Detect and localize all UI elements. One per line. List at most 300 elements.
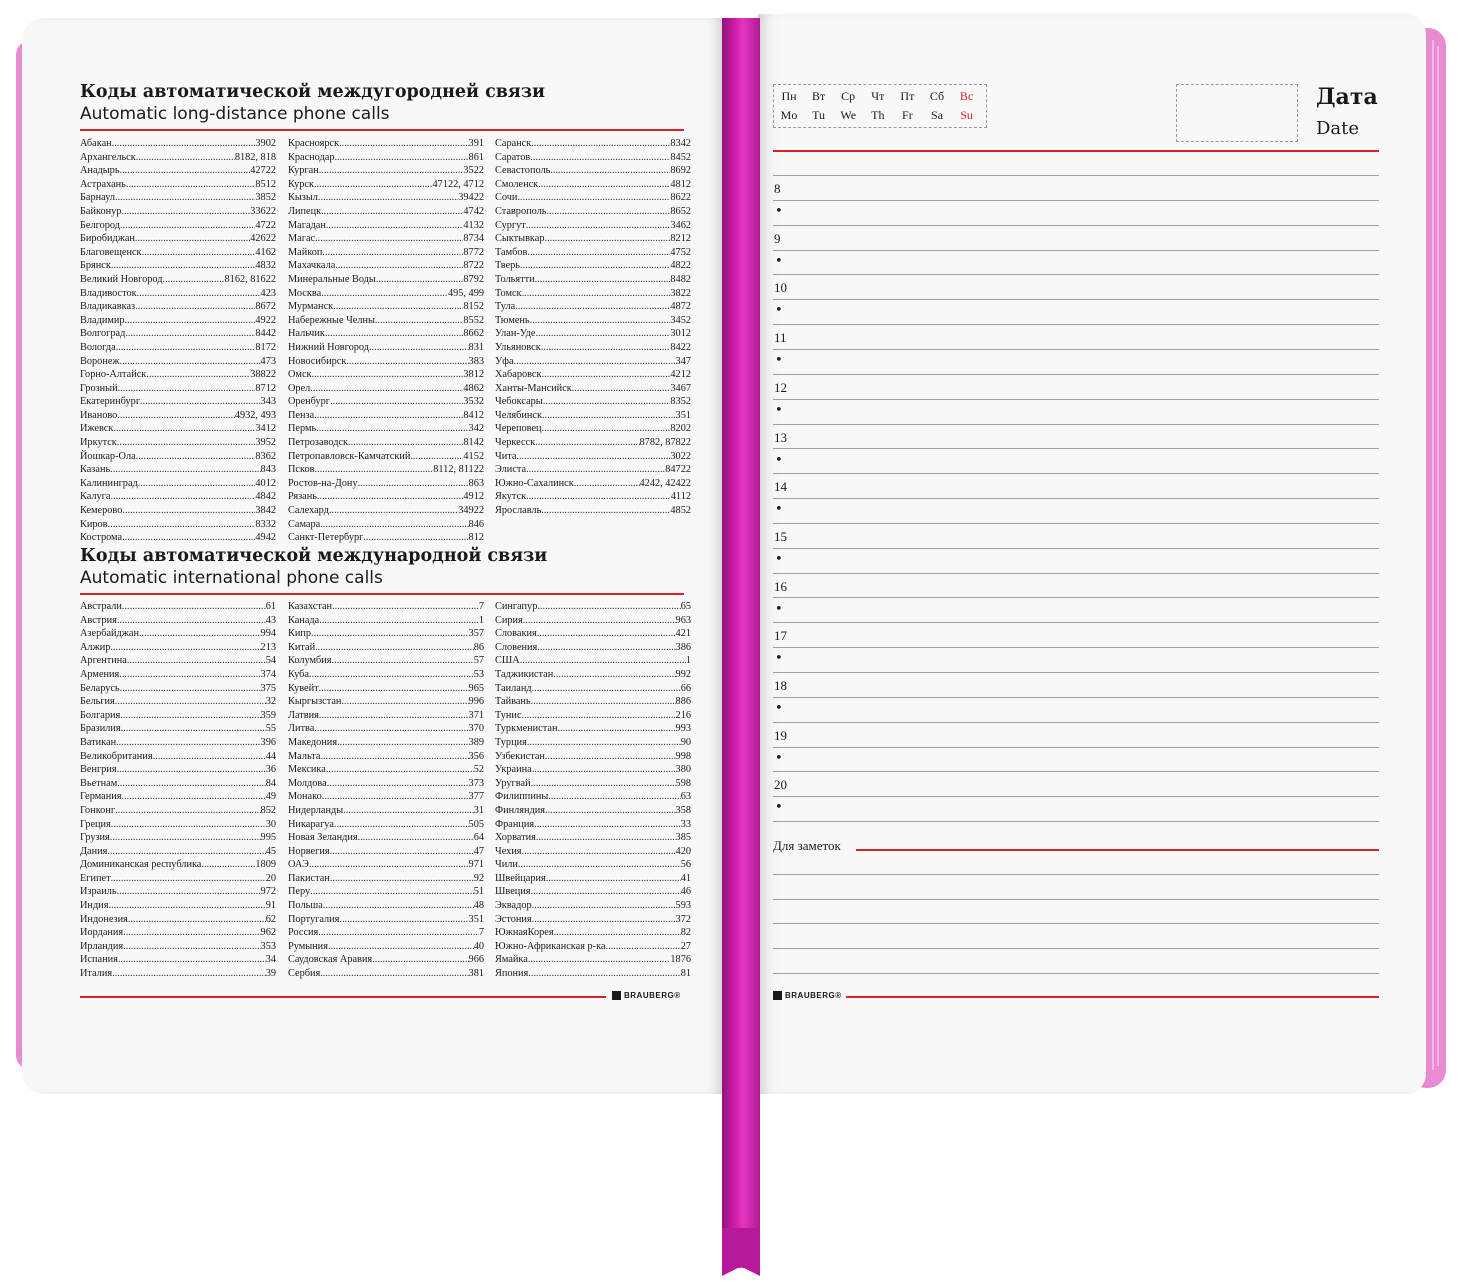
dot-leader [108, 518, 256, 532]
code-value: 342 [468, 423, 484, 435]
code-row [80, 450, 276, 464]
code-value: 63 [680, 791, 691, 803]
code-value: 8552 [463, 314, 484, 326]
code-value: 8482 [670, 273, 691, 285]
dot-leader [115, 191, 255, 205]
code-place-name: Израиль [80, 886, 117, 898]
code-value: 43 [265, 614, 276, 626]
code-place-name: Барнаул [80, 192, 116, 204]
page-edge [1432, 40, 1434, 1070]
dot-leader [120, 682, 261, 696]
dot-leader [332, 654, 474, 668]
ruled-line [773, 821, 1379, 822]
code-place-name: Иордания [80, 927, 124, 939]
code-row [288, 436, 484, 450]
code-place-name: Киров [80, 518, 108, 530]
bullet-icon: • [775, 750, 783, 766]
code-row [288, 940, 484, 954]
code-place-name: Венгрия [80, 764, 117, 776]
code-place-name: Ставрополь [495, 205, 547, 217]
weekday-ru-2[interactable]: Ср [841, 89, 856, 103]
code-row [495, 259, 691, 273]
code-place-name: Ростов-на-Дону [288, 477, 358, 489]
code-row [80, 695, 276, 709]
dot-leader [122, 531, 255, 545]
ruled-line [773, 523, 1379, 524]
code-value: 992 [675, 668, 691, 680]
code-place-name: Перу [288, 886, 311, 898]
code-row [288, 355, 484, 369]
code-value: 386 [675, 641, 691, 653]
dot-leader [146, 368, 250, 382]
code-row [80, 627, 276, 641]
ruled-line [773, 225, 1379, 226]
code-place-name: Египет [80, 872, 111, 884]
code-value: 8622 [670, 192, 691, 204]
code-place-name: Черкесск [495, 437, 536, 449]
code-value: 852 [260, 804, 276, 816]
ruled-line [773, 597, 1379, 598]
code-place-name: ЮжнаяКорея [495, 927, 554, 939]
code-value: 33622 [250, 205, 276, 217]
code-value: 972 [260, 886, 276, 898]
code-row [80, 151, 276, 165]
dot-leader [111, 872, 266, 886]
code-row [288, 804, 484, 818]
section1-column-1 [80, 137, 276, 545]
code-place-name: Псков [288, 464, 315, 476]
code-place-name: Тюмень [495, 314, 530, 326]
dot-leader [526, 463, 665, 477]
dot-leader [369, 341, 469, 355]
dot-leader [537, 627, 676, 641]
code-row [495, 750, 691, 764]
dot-leader [334, 818, 469, 832]
code-value: 8362 [255, 450, 276, 462]
code-value: 1 [685, 655, 691, 667]
dot-leader [542, 368, 671, 382]
code-place-name: Ватикан [80, 736, 117, 748]
dot-leader [136, 450, 256, 464]
weekday-ru-5[interactable]: Сб [929, 89, 945, 103]
code-value: 3022 [670, 450, 691, 462]
dot-leader [528, 967, 680, 981]
dot-leader [327, 777, 469, 791]
code-row [80, 600, 276, 614]
dot-leader [142, 246, 256, 260]
weekday-ru-0[interactable]: Пн [781, 89, 797, 103]
code-row [495, 845, 691, 859]
dot-leader [310, 382, 463, 396]
weekday-ru-3[interactable]: Чт [871, 89, 885, 103]
code-value: 92 [473, 872, 484, 884]
dot-leader [536, 831, 676, 845]
code-value: 8112, 81122 [433, 464, 484, 476]
code-row [80, 872, 276, 886]
code-value: 8202 [670, 423, 691, 435]
code-value: 1 [478, 614, 484, 626]
bullet-icon: • [775, 253, 783, 269]
dot-leader [376, 273, 464, 287]
dot-leader [317, 490, 463, 504]
dot-leader [118, 382, 256, 396]
dot-leader [535, 273, 671, 287]
code-row [288, 858, 484, 872]
code-row [495, 477, 691, 491]
code-row [495, 232, 691, 246]
date-box[interactable] [1176, 84, 1298, 142]
code-row [288, 300, 484, 314]
dot-leader [522, 287, 671, 301]
code-place-name: Молдова [288, 777, 327, 789]
dot-leader [557, 722, 675, 736]
code-value: 359 [260, 709, 276, 721]
dot-leader [526, 490, 671, 504]
code-row [80, 518, 276, 532]
code-row [80, 287, 276, 301]
brand-mark-icon [612, 991, 621, 1000]
dot-leader [113, 422, 255, 436]
ruled-line [773, 573, 1379, 574]
code-place-name: Эквадор [495, 900, 532, 912]
code-place-name: Астрахань [80, 178, 126, 190]
code-value: 347 [675, 355, 691, 367]
dot-leader [108, 899, 265, 913]
code-place-name: Сингапур [495, 601, 538, 612]
code-row [288, 845, 484, 859]
ruled-line [773, 473, 1379, 474]
code-place-name: Мексика [288, 764, 326, 776]
code-row [495, 137, 691, 151]
code-place-name: Оренбург [288, 396, 331, 408]
code-place-name: Чили [495, 859, 518, 871]
code-value: 45 [265, 845, 276, 857]
code-row [80, 463, 276, 477]
section2-column-3 [495, 600, 691, 981]
dot-leader [309, 858, 469, 872]
code-place-name: Южно-Сахалинск [495, 477, 574, 489]
code-place-name: Горно-Алтайск [80, 369, 147, 381]
code-row [80, 341, 276, 355]
code-place-name: Куба [288, 668, 309, 680]
code-row [80, 436, 276, 450]
code-row [495, 682, 691, 696]
code-row [495, 940, 691, 954]
code-place-name: Таиланд [495, 682, 532, 694]
code-row [80, 300, 276, 314]
dot-leader [314, 722, 468, 736]
code-row [288, 926, 484, 940]
section1-rule [80, 129, 684, 131]
code-row [288, 518, 484, 532]
code-place-name: Германия [80, 791, 122, 803]
code-row [80, 858, 276, 872]
code-value: 4152 [463, 450, 484, 462]
code-row [288, 477, 484, 491]
weekday-en-4[interactable]: Fr [902, 108, 913, 122]
code-place-name: Тамбов [495, 246, 528, 258]
dot-leader [138, 477, 256, 491]
code-row [495, 246, 691, 260]
code-place-name: Колумбия [288, 655, 332, 667]
code-row [288, 450, 484, 464]
ruled-line [773, 374, 1379, 375]
code-row [495, 300, 691, 314]
code-row [80, 804, 276, 818]
dot-leader [546, 872, 681, 886]
code-value: 8212 [670, 233, 691, 245]
code-row [495, 355, 691, 369]
dot-leader [314, 409, 463, 423]
bullet-icon: • [775, 551, 783, 567]
hour-label: 13 [774, 429, 787, 445]
bullet-icon: • [775, 701, 783, 716]
code-value: 358 [675, 804, 691, 816]
code-value: 46 [680, 886, 691, 898]
code-place-name: Чехия [495, 845, 522, 857]
weekday-en-6[interactable]: Su [960, 108, 973, 122]
dot-leader [546, 205, 670, 219]
code-place-name: Вологда [80, 341, 116, 353]
code-row [80, 382, 276, 396]
code-place-name: Тула [495, 301, 516, 313]
code-value: 4742 [463, 205, 484, 217]
code-value: 81 [680, 968, 691, 980]
dot-leader [119, 668, 260, 682]
code-place-name: Хабаровск [495, 369, 542, 381]
dot-leader [110, 490, 255, 504]
code-value: 8142 [463, 437, 484, 449]
code-value: 8352 [670, 396, 691, 408]
dot-leader [572, 382, 671, 396]
code-value: 32 [265, 696, 276, 708]
code-place-name: Кипр [288, 628, 312, 640]
code-place-name: Сургут [495, 219, 526, 231]
code-place-name: Брянск [80, 260, 111, 272]
code-value: 996 [468, 696, 484, 708]
code-place-name: Казань [80, 464, 111, 476]
code-row [495, 763, 691, 777]
dot-leader [528, 953, 671, 967]
code-place-name: Улан-Уде [495, 328, 536, 340]
dot-leader [410, 450, 463, 464]
code-place-name: Байконур [80, 205, 122, 217]
code-row [288, 191, 484, 205]
code-place-name: Ямайка [495, 954, 528, 966]
code-place-name: Санкт-Петербург [288, 532, 364, 544]
dot-leader [375, 314, 463, 328]
code-row [288, 341, 484, 355]
code-value: 8722 [463, 260, 484, 272]
code-place-name: Польша [288, 900, 323, 912]
dot-leader [332, 600, 479, 614]
code-row [495, 327, 691, 341]
code-place-name: Саудовская Аравия [288, 954, 373, 966]
code-place-name: Челябинск [495, 409, 542, 421]
date-label-en: Date [1316, 118, 1360, 139]
dot-leader [337, 736, 468, 750]
code-value: 4862 [463, 382, 484, 394]
code-row [495, 872, 691, 886]
hour-label: 16 [774, 578, 787, 594]
dot-leader [321, 205, 463, 219]
dot-leader [122, 600, 266, 614]
code-value: 3952 [255, 437, 276, 449]
weekday-ru-1[interactable]: Вт [811, 89, 826, 103]
code-row [80, 395, 276, 409]
code-value: 8712 [255, 382, 276, 394]
weekday-ru-6[interactable]: Вс [959, 89, 974, 103]
code-value: 57 [473, 655, 484, 667]
dot-leader [530, 314, 671, 328]
right-brand-logo: BRAUBERG® [773, 991, 842, 1000]
dot-leader [322, 790, 469, 804]
code-place-name: Норвегия [288, 845, 330, 857]
code-place-name: Майкоп [288, 246, 323, 258]
code-row [288, 137, 484, 151]
code-row [495, 614, 691, 628]
code-row [288, 600, 484, 614]
code-value: 994 [260, 628, 276, 640]
code-row [288, 668, 484, 682]
code-place-name: Смоленск [495, 178, 539, 190]
code-value: 30 [265, 818, 276, 830]
code-value: 8662 [463, 328, 484, 340]
code-value: 54 [265, 655, 276, 667]
code-value: 593 [675, 900, 691, 912]
weekday-en-3[interactable]: Th [871, 108, 885, 122]
code-place-name: Бразилия [80, 723, 121, 735]
code-row [80, 641, 276, 655]
code-row [288, 273, 484, 287]
code-value: 49 [265, 791, 276, 803]
dot-leader [531, 885, 681, 899]
code-value: 51 [473, 886, 484, 898]
code-row [495, 219, 691, 233]
code-row [495, 490, 691, 504]
code-row [80, 899, 276, 913]
dot-leader [320, 750, 468, 764]
code-value: 385 [675, 832, 691, 844]
code-row [288, 219, 484, 233]
weekday-en-5[interactable]: Sa [931, 108, 943, 122]
section2-title-en: Automatic international phone calls [80, 568, 383, 588]
code-place-name: Тунис [495, 709, 522, 721]
code-place-name: Элиста [495, 464, 527, 476]
dot-leader [343, 804, 474, 818]
ruled-line [773, 771, 1379, 772]
code-row [495, 627, 691, 641]
dot-leader [537, 600, 680, 614]
code-place-name: Швейцария [495, 872, 546, 884]
ruled-line [773, 175, 1379, 176]
code-place-name: Магадан [288, 219, 326, 231]
code-row [495, 205, 691, 219]
code-value: 7 [478, 601, 484, 612]
dot-leader [335, 259, 463, 273]
dot-leader [532, 913, 676, 927]
dot-leader [322, 246, 463, 260]
ruled-line [773, 424, 1379, 425]
code-value: 812 [468, 532, 484, 544]
code-value: 4812 [670, 178, 691, 190]
section2-column-2 [288, 600, 484, 981]
dot-leader [545, 232, 671, 246]
code-place-name: Петрозаводск [288, 437, 349, 449]
code-place-name: Иркутск [80, 437, 117, 449]
code-row [495, 899, 691, 913]
code-value: 373 [468, 777, 484, 789]
code-row [80, 953, 276, 967]
code-value: 3532 [463, 396, 484, 408]
code-place-name: Новосибирск [288, 355, 347, 367]
code-row [288, 695, 484, 709]
code-value: 4242, 42422 [639, 477, 691, 489]
code-place-name: Воронеж [80, 355, 120, 367]
code-row [495, 790, 691, 804]
dot-leader [358, 477, 469, 491]
code-value: 995 [260, 832, 276, 844]
dot-leader [535, 327, 670, 341]
code-value: 65 [680, 601, 691, 612]
hour-label: 10 [774, 280, 787, 296]
weekday-en-0[interactable]: Mo [780, 108, 798, 122]
code-place-name: Иваново [80, 409, 118, 421]
code-value: 8332 [255, 518, 276, 530]
weekday-en-2[interactable]: We [840, 108, 857, 122]
ruled-line [773, 948, 1379, 949]
dot-leader [318, 191, 458, 205]
code-place-name: Казахстан [288, 601, 333, 612]
code-place-name: Курск [288, 178, 314, 190]
code-row [80, 913, 276, 927]
code-value: 33 [680, 818, 691, 830]
section1-column-3 [495, 137, 691, 518]
code-row [288, 913, 484, 927]
weekday-ru-4[interactable]: Пт [900, 89, 915, 103]
ruled-line [773, 647, 1379, 648]
code-place-name: Тольятти [495, 273, 535, 285]
dot-leader [537, 641, 675, 655]
code-row [495, 382, 691, 396]
code-value: 377 [468, 791, 484, 803]
code-place-name: США [495, 655, 520, 667]
code-place-name: Ирландия [80, 940, 124, 952]
bullet-icon: • [775, 452, 783, 468]
code-value: 4842 [255, 491, 276, 503]
code-value: 20 [265, 872, 276, 884]
code-row [495, 885, 691, 899]
code-place-name: Калуга [80, 491, 111, 503]
code-row [80, 845, 276, 859]
code-place-name: Саратов [495, 151, 531, 163]
code-row [80, 831, 276, 845]
code-row [288, 395, 484, 409]
code-row [495, 858, 691, 872]
code-place-name: Вьетнам [80, 777, 118, 789]
code-place-name: Великобритания [80, 750, 153, 762]
code-value: 389 [468, 736, 484, 748]
code-row [495, 409, 691, 423]
dot-leader [117, 614, 266, 628]
code-place-name: Салехард [288, 505, 329, 517]
code-place-name: Ханты-Мансийск [495, 382, 572, 394]
dot-leader [315, 232, 463, 246]
code-row [495, 395, 691, 409]
section1-title-en: Automatic long-distance phone calls [80, 104, 390, 124]
weekday-en-1[interactable]: Tu [812, 108, 826, 122]
code-place-name: Украина [495, 764, 532, 776]
